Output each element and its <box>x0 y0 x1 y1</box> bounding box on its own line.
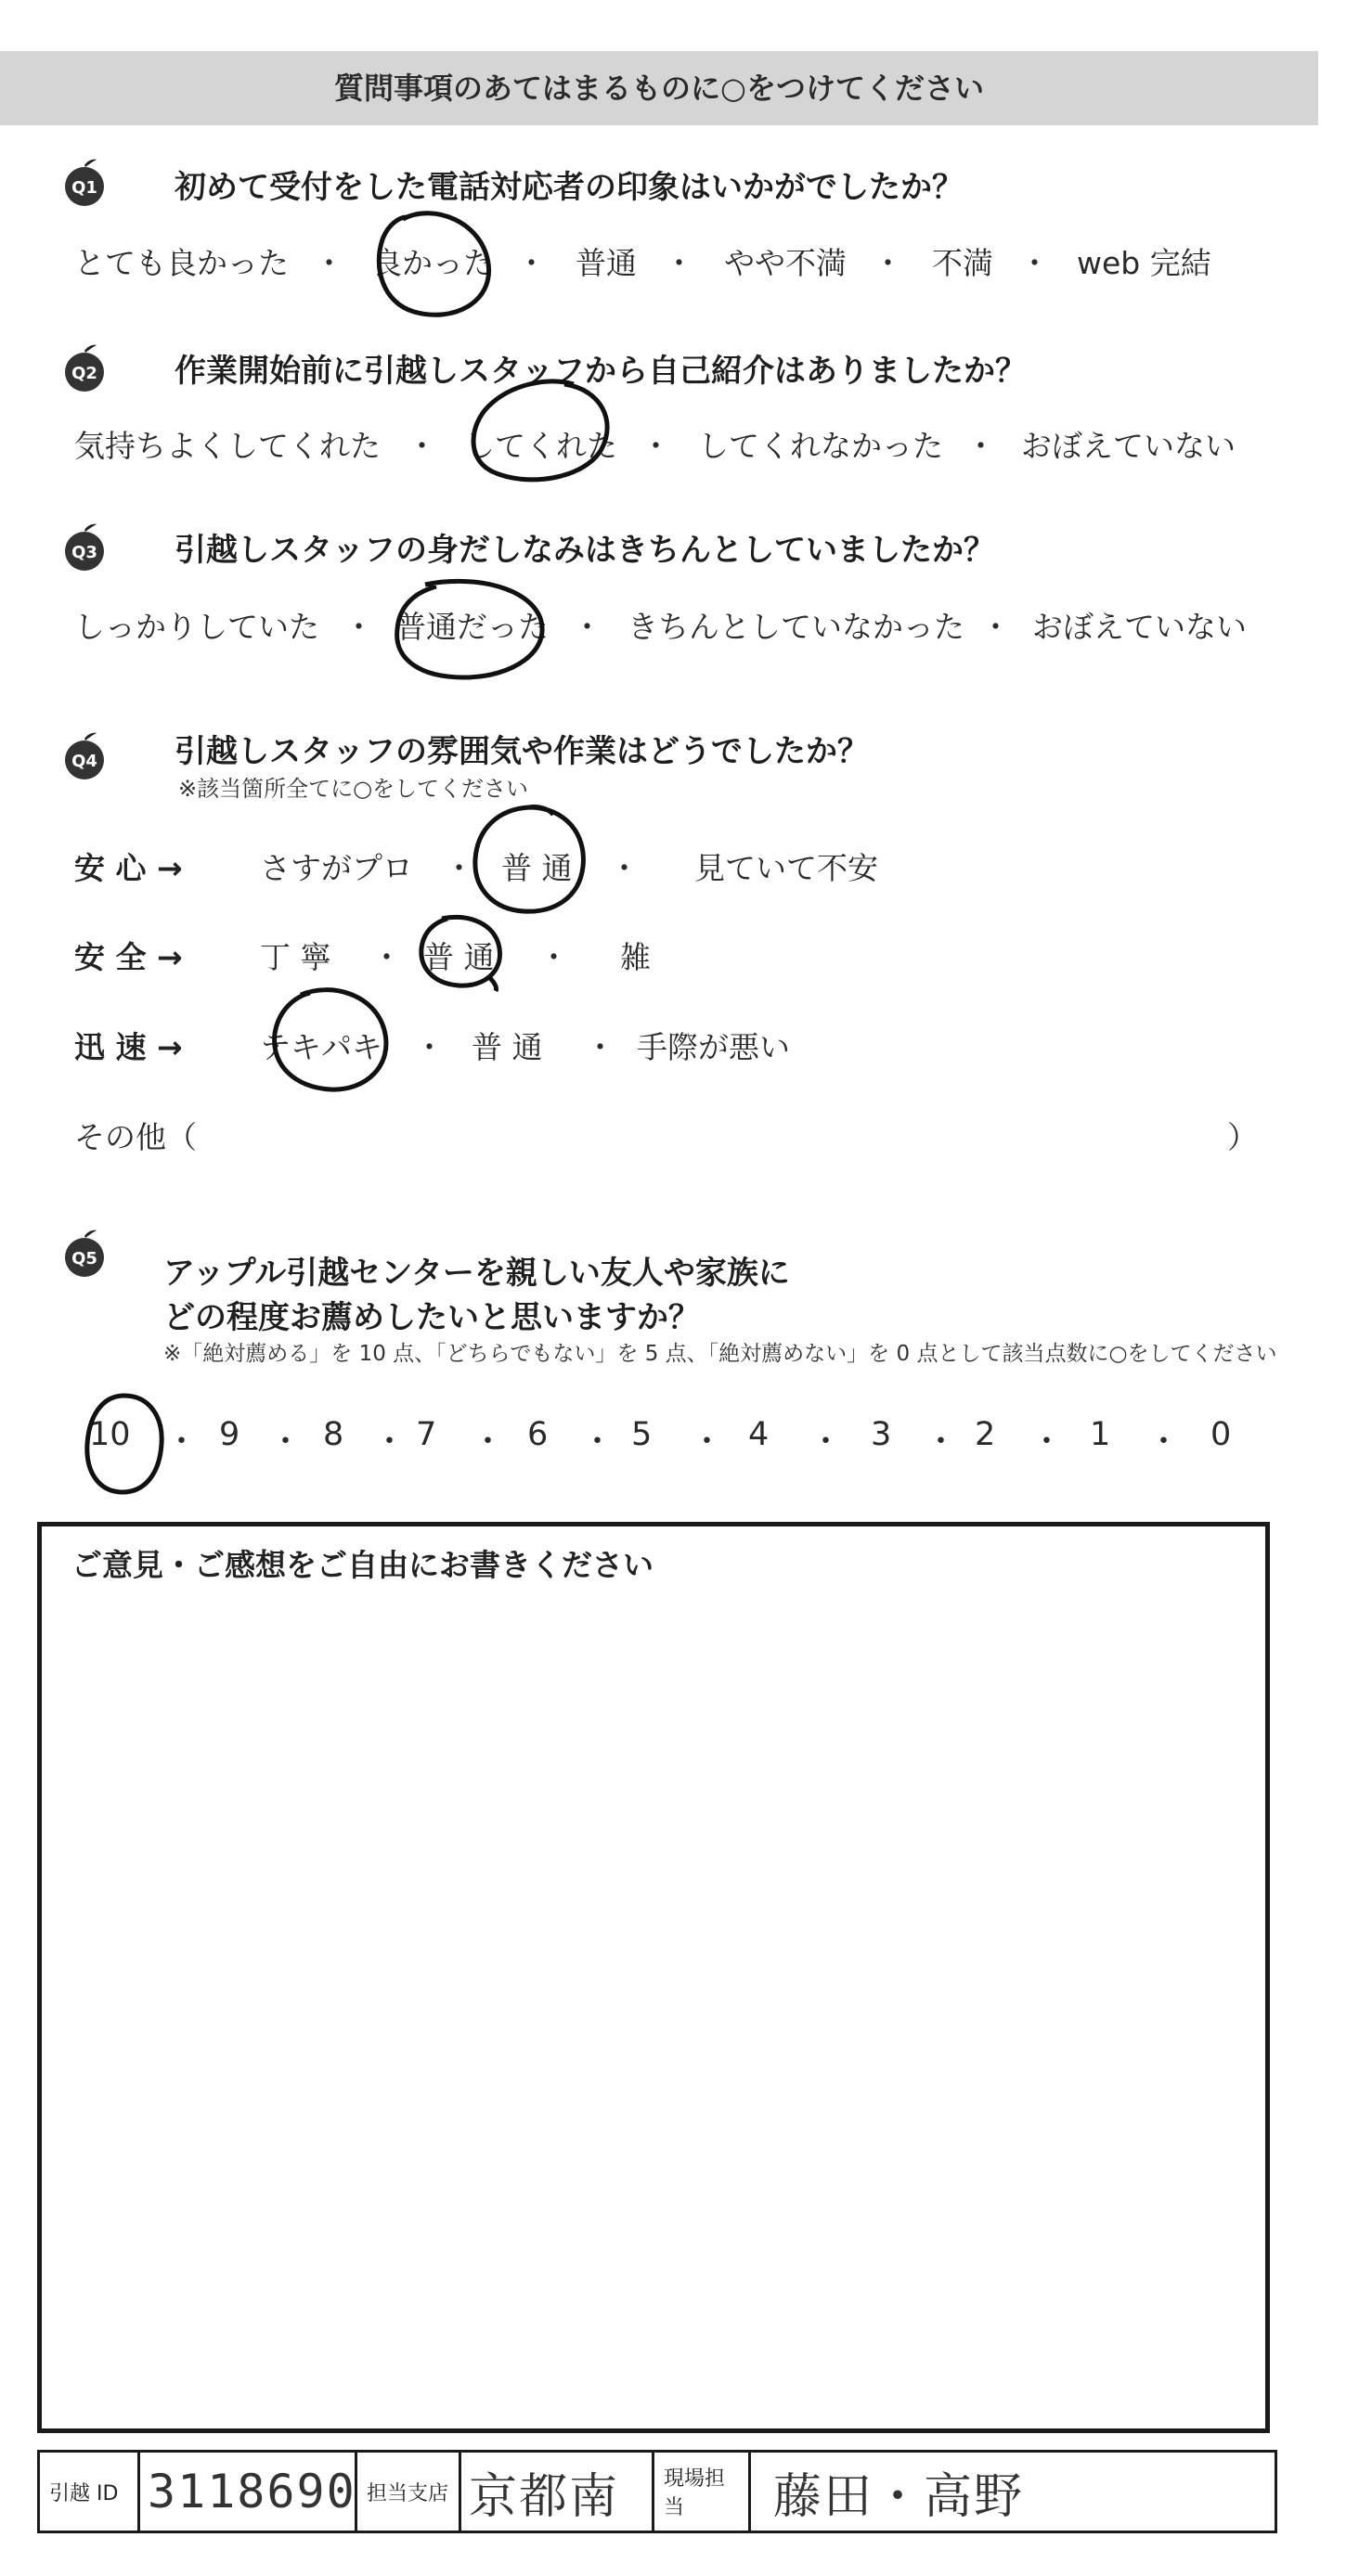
separator: ・ <box>538 939 569 975</box>
separator: ・ <box>343 609 374 645</box>
q4-anshin-answer-circle <box>464 798 594 919</box>
q1-options <box>0 239 1346 280</box>
q2-option-3[interactable]: してくれなかった <box>698 428 943 464</box>
q4-anshin-option-1[interactable]: さすがプロ <box>260 850 413 886</box>
q4-jinsoku-option-3[interactable]: 手際が悪い <box>637 1029 790 1065</box>
q3-title: 引越しスタッフの身だしなみはきちんとしていましたか？ <box>175 532 995 569</box>
q1-option-1[interactable]: とても良かった <box>74 245 289 281</box>
separator: ・ <box>1147 1423 1181 1461</box>
score-8[interactable]: 8 <box>323 1416 344 1453</box>
q3-option-1[interactable]: しっかりしていた <box>74 609 319 645</box>
q5-note: ※「絶対薦める」を 10 点、「どちらでもない」を 5 点、「絶対薦めない」を 0 点として該当点数に○をしてください <box>163 1342 1277 1366</box>
q4-row-jinsoku <box>0 1024 1346 1064</box>
score-10[interactable]: 10 <box>89 1416 131 1453</box>
separator: ・ <box>873 245 903 281</box>
q3-option-3[interactable]: きちんとしていなかった <box>628 609 964 645</box>
score-1[interactable]: 1 <box>1090 1416 1111 1453</box>
score-4[interactable]: 4 <box>748 1416 770 1453</box>
q3-option-4[interactable]: おぼえていない <box>1032 609 1247 645</box>
q1-title: 初めて受付をした電話対応者の印象はいかがでしたか？ <box>175 169 964 206</box>
q3-answer-circle <box>388 573 550 685</box>
separator: ・ <box>444 850 474 886</box>
q5-scale <box>0 1416 1346 1459</box>
q4-other-close: ） <box>1227 1119 1258 1155</box>
separator: ・ <box>1019 245 1050 281</box>
branch-value: 京都南 <box>469 2468 620 2525</box>
q1-badge-icon <box>59 158 110 208</box>
separator: ・ <box>414 1029 445 1065</box>
separator: ・ <box>407 428 437 464</box>
footer-table <box>37 2450 1277 2533</box>
separator: ・ <box>641 428 671 464</box>
q4-note: ※該当箇所全てに○をしてください <box>178 776 529 802</box>
separator: ・ <box>691 1423 724 1461</box>
q2-badge-icon <box>59 343 110 393</box>
separator: ・ <box>809 1423 843 1461</box>
q1-option-4[interactable]: やや不満 <box>724 245 847 281</box>
q1-option-6[interactable]: web 完結 <box>1077 245 1211 281</box>
q4-title: 引越しスタッフの雰囲気や作業はどうでしたか？ <box>175 733 869 770</box>
score-9[interactable]: 9 <box>219 1416 240 1453</box>
q4-anshin-option-2[interactable]: 普 通 <box>501 850 573 886</box>
q2-answer-circle <box>462 371 620 492</box>
q1-option-3[interactable]: 普通 <box>576 245 637 281</box>
svg-text:Q3: Q3 <box>71 543 97 562</box>
svg-text:Q2: Q2 <box>71 364 97 383</box>
separator: ・ <box>373 1423 407 1461</box>
q3-badge-icon <box>59 522 110 573</box>
id-label: 引越 ID <box>49 2481 119 2505</box>
separator: ・ <box>472 1423 505 1461</box>
q3-option-2[interactable]: 普通だった <box>395 609 549 645</box>
staff-value-cell <box>751 2453 1275 2531</box>
staff-label: 現場担当 <box>664 2467 726 2519</box>
id-label-cell <box>40 2453 140 2531</box>
q2-options <box>0 422 1346 463</box>
score-5[interactable]: 5 <box>631 1416 653 1453</box>
q1-option-5[interactable]: 不満 <box>932 245 993 281</box>
separator: ・ <box>581 1423 615 1461</box>
q4-anzen-option-3[interactable]: 雑 <box>620 939 651 975</box>
separator: ・ <box>585 1029 615 1065</box>
q2-option-2[interactable]: してくれた <box>464 428 617 464</box>
q5-answer-circle <box>78 1388 171 1500</box>
q4-row-label-jinsoku: 迅 速 → <box>74 1029 183 1065</box>
q2-option-4[interactable]: おぼえていない <box>1021 428 1236 464</box>
q4-row-anzen <box>0 934 1346 974</box>
q5-title-line2: どの程度お薦めしたいと思いますか？ <box>163 1299 700 1336</box>
score-3[interactable]: 3 <box>871 1416 892 1453</box>
separator: ・ <box>371 939 402 975</box>
q4-anzen-option-1[interactable]: 丁 寧 <box>260 939 331 975</box>
separator: ・ <box>664 245 694 281</box>
branch-label-cell <box>357 2453 461 2531</box>
q4-row-anshin <box>0 844 1346 885</box>
q2-option-1[interactable]: 気持ちよくしてくれた <box>74 428 381 464</box>
separator: ・ <box>1030 1423 1064 1461</box>
q3-options <box>0 603 1346 644</box>
score-6[interactable]: 6 <box>527 1416 549 1453</box>
q5-badge-icon <box>59 1229 110 1279</box>
staff-label-cell <box>654 2453 751 2531</box>
separator: ・ <box>165 1423 199 1461</box>
q5-title-line1: アップル引越センターを親しい友人や家族に <box>163 1255 790 1292</box>
comments-box[interactable] <box>37 1522 1270 2433</box>
comments-title: ご意見・ご感想をご自由にお書きください <box>71 1547 654 1583</box>
header-bar <box>0 51 1318 125</box>
score-2[interactable]: 2 <box>975 1416 996 1453</box>
q4-row-label-anshin: 安 心 → <box>74 850 183 886</box>
q1-option-2[interactable]: 良かった <box>371 245 494 281</box>
staff-value: 藤田・高野 <box>773 2468 1025 2525</box>
separator: ・ <box>314 245 344 281</box>
id-value-cell <box>140 2453 357 2531</box>
branch-value-cell <box>461 2453 654 2531</box>
separator: ・ <box>609 850 640 886</box>
q4-jinsoku-option-2[interactable]: 普 通 <box>472 1029 543 1065</box>
svg-text:Q1: Q1 <box>71 178 97 198</box>
q4-jinsoku-option-1[interactable]: テキパキ <box>260 1029 382 1065</box>
separator: ・ <box>572 609 602 645</box>
q4-other-label: その他（ <box>74 1119 197 1155</box>
q1-answer-circle <box>369 202 499 328</box>
svg-text:Q5: Q5 <box>71 1249 97 1269</box>
q4-row-label-anzen: 安 全 → <box>74 939 183 975</box>
svg-text:Q4: Q4 <box>71 752 97 771</box>
q4-anzen-option-2[interactable]: 普 通 <box>423 939 495 975</box>
score-7[interactable]: 7 <box>416 1416 437 1453</box>
separator: ・ <box>965 428 996 464</box>
id-value: 3118690 <box>148 2465 356 2518</box>
branch-label: 担当支店 <box>367 2481 449 2505</box>
separator: ・ <box>269 1423 303 1461</box>
q4-jinsoku-answer-circle <box>264 982 394 1099</box>
q4-anzen-answer-circle <box>414 911 507 993</box>
q4-anshin-option-3[interactable]: 見ていて不安 <box>694 850 878 886</box>
score-0[interactable]: 0 <box>1210 1416 1232 1453</box>
header-title: 質問事項のあてはまるものに○をつけてください <box>334 71 984 106</box>
separator: ・ <box>925 1423 958 1461</box>
q4-badge-icon <box>59 731 110 781</box>
separator: ・ <box>980 609 1011 645</box>
separator: ・ <box>516 245 547 281</box>
q2-title: 作業開始前に引越しスタッフから自己紹介はありましたか？ <box>175 353 1027 390</box>
